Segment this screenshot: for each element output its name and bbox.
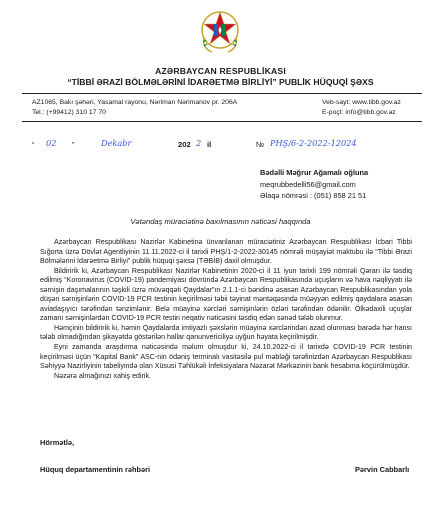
body-paragraph-3: Həmçinin bildiririk ki, həmin Qaydalarda imtiyazlı şəxslərin müayinə xərclərindən azad olunması barədə hər hansı tələb olmadığından şikayətdə göstərilən hallar qanunvericiliyə uyğun həyata keçirilmişdir. (40, 323, 412, 342)
signatory-name: Pərvin Cabbarlı (355, 465, 410, 474)
body-paragraph-1: Azərbaycan Respublikası Nazirlər Kabinetinə ünvanlanan müraciətiniz Azərbaycan Respublikası İcbari Tibbi Sığorta üzrə Dövlət Agentliyinin 11.11.2022-ci il tarixli PHŞ/1-2-2022-30145 nömrəli müşayiət məktubu ilə “Tibbi Ərazi Bölmələrini İdarəetmə Birliyi” publik hüquqi şəxsə (TƏBİB) daxil olmuşdur. (40, 238, 412, 266)
recipient-phone: Əlaqə nömrəsi : (051) 858 21 51 (260, 191, 367, 200)
recipient-email: meqrubbedelli56@gmail.com (260, 180, 356, 189)
number-label: № (256, 140, 265, 149)
header-divider-bottom (22, 121, 422, 122)
date-open-quote: “ (32, 140, 35, 149)
header-divider-top (22, 93, 422, 94)
body-paragraph-4: Eyni zamanda araşdırma nəticəsində məlum olmuşdur ki, 24.10.2022-ci il tarixdə COVID-19 PCR testinin keçirilməsi üçün “Kapital Bank” ASC-nin ödəniş terminalı vasitəsilə pul məbləği tərəfinizdən Azərbaycan Respublikası Səhiyyə Nazirliyinin tabeliyində olan Xüsusi Təhlükəli İnfeksiyalara Nəzarət Mərkəzinin bank hesabına köçürülmüşdür. (40, 343, 412, 371)
phone-text: Tel.: (+99412) 310 17 70 (32, 109, 106, 116)
date-day: 02 (46, 138, 57, 148)
organization-title: “TİBBİ ƏRAZİ BÖLMƏLƏRİNİ İDARƏETMƏ BİRLİYİ” PUBLİK HÜQUQİ ŞƏXS (67, 77, 374, 87)
date-month: Dekabr (101, 138, 132, 148)
date-year-hand: 2 (196, 138, 202, 148)
body-paragraph-5: Nəzərə almağınızı xahiş edirik. (54, 371, 151, 380)
date-close-quote: ” (72, 140, 75, 149)
state-emblem-icon (198, 6, 242, 56)
recipient-name: Bədəlli Məğrur Ağamalı oğluna (260, 168, 369, 177)
letter-subject: Vətəndaş müraciətinə baxılmasının nəticəsi haqqında (130, 217, 311, 226)
body-paragraph-2: Bildiririk ki, Azərbaycan Respublikası Nazirlər Kabinetinin 2020-ci il 11 iyun tarixli 199 nömrəli Qərarı ilə təsdiq edilmiş “Koronavirus (COVID-19) pandemiyası dövründə Azərbaycan Respublikasında uçuşların və hava nəqliyyatı ilə sərnişin daşımalarının təşkili üzrə müvəqqəti Qaydalar”ın 2.1.1-ci bəndinə əsasən Azərbaycan Respublikasından yola düşən sərnişinlərin COVID-19 PCR testinin keçirilməsi təbii təyinat məntəqəsində müəyyən edilmiş qaydalara əsasən aviadaşıyıcı tərəfindən tənzimlənir. Belə müayinə xərcləri sərnişinlərin özləri tərəfindən ödənilir. Ölkədaxili uçuşlar zamanı sərnişinlərdən COVID-19 PCR testin neqativ nəticəsini təsdiq edən sənəd tələb olunmur. (40, 266, 412, 323)
address-text: AZ1065, Bakı şəhəri, Yasamal rayonu, Nəriman Nərimanov pr. 206A (32, 99, 238, 106)
document-number: PHŞ/6-2-2022-12024 (270, 138, 357, 148)
letter-body (40, 238, 412, 381)
signatory-position: Hüquq departamentinin rəhbəri (40, 465, 151, 474)
date-year-suffix: il (207, 140, 212, 149)
website-link[interactable]: Veb-sayt: www.tibb.gov.az (322, 99, 401, 106)
date-year: 202 (178, 140, 191, 149)
email-link[interactable]: E-poçt: info@tibb.gov.az (322, 109, 396, 116)
republic-title: AZƏRBAYCAN RESPUBLİKASI (155, 66, 286, 76)
closing-salutation: Hörmətlə, (40, 438, 75, 447)
